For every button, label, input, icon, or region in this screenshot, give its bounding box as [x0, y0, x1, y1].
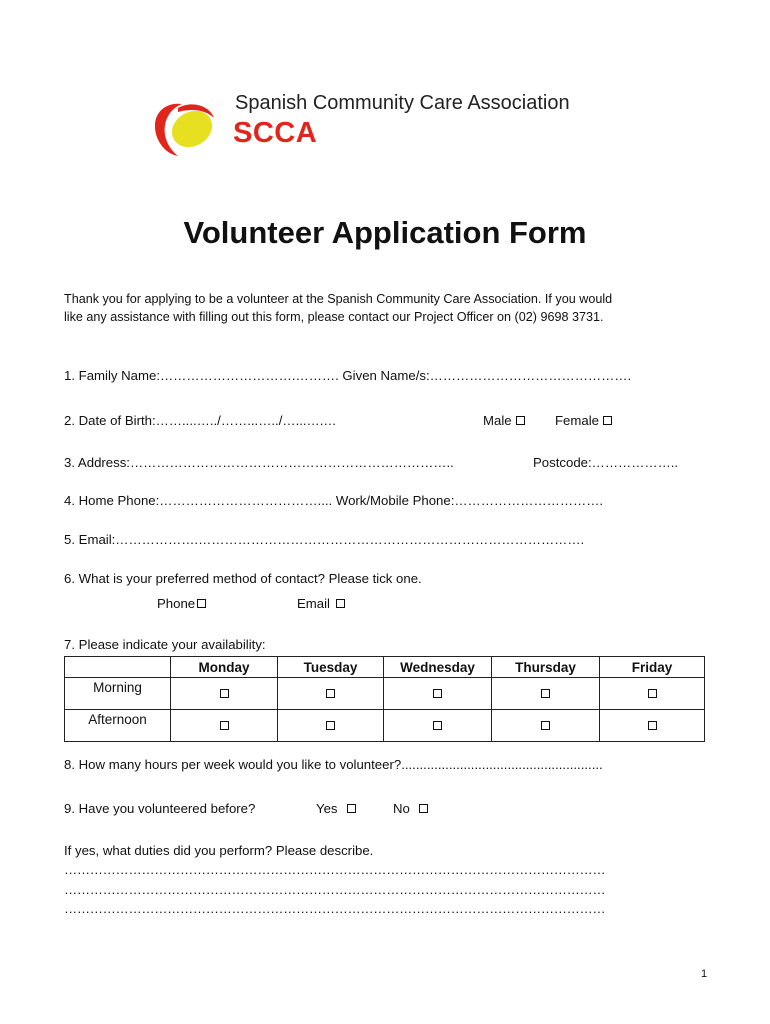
- volunteered-no-option[interactable]: [393, 801, 428, 816]
- table-corner: [65, 657, 171, 678]
- intro-line-2: like any assistance with filling out this form, please contact our Project Officer on (02) 9698 3731.: [64, 310, 604, 324]
- family-name-field[interactable]: 1. Family Name:………………………….………. Given Name/s:……………………………………….: [64, 368, 632, 383]
- page-number: 1: [701, 968, 708, 980]
- male-checkbox[interactable]: [516, 416, 525, 425]
- contact-email-checkbox[interactable]: [336, 599, 345, 608]
- afternoon-monday-checkbox[interactable]: [220, 721, 229, 730]
- volunteered-before-question: 9. Have you volunteered before?: [64, 801, 256, 816]
- day-header-thursday: Thursday: [492, 657, 600, 678]
- afternoon-friday-checkbox[interactable]: [648, 721, 657, 730]
- volunteered-yes-option[interactable]: [316, 801, 356, 816]
- volunteered-yes-checkbox[interactable]: [347, 804, 356, 813]
- organization-name: Spanish Community Care Association: [235, 92, 570, 114]
- date-of-birth-field[interactable]: 2. Date of Birth:……....…../……...…../…...….…: [64, 413, 337, 428]
- intro-line-1: Thank you for applying to be a volunteer at the Spanish Community Care Association. If you would: [64, 292, 613, 306]
- male-label: Male: [483, 413, 512, 428]
- duties-line-2[interactable]: ………………………………………………………………………………………………………………: [64, 882, 606, 897]
- scca-logo-icon: [152, 98, 218, 160]
- day-header-wednesday: Wednesday: [384, 657, 492, 678]
- contact-phone-checkbox[interactable]: [197, 599, 206, 608]
- afternoon-tuesday-checkbox[interactable]: [326, 721, 335, 730]
- female-checkbox[interactable]: [603, 416, 612, 425]
- postcode-field[interactable]: Postcode:………………..: [533, 455, 679, 470]
- row-label-afternoon: Afternoon: [65, 710, 171, 742]
- availability-table: [64, 656, 705, 742]
- day-header-monday: Monday: [171, 657, 278, 678]
- email-field[interactable]: 5. Email:……………….…………………………………………………………………………….: [64, 532, 585, 547]
- morning-tuesday-checkbox[interactable]: [326, 689, 335, 698]
- page-title: Volunteer Application Form: [183, 215, 587, 250]
- female-label: Female: [555, 413, 599, 428]
- duties-line-1[interactable]: ………………………………………………………………………………………………………………: [64, 862, 606, 877]
- day-header-friday: Friday: [600, 657, 705, 678]
- volunteered-no-label: No: [393, 801, 410, 816]
- contact-email-option[interactable]: [297, 596, 345, 611]
- male-option[interactable]: [483, 413, 525, 428]
- contact-method-question: 6. What is your preferred method of contact? Please tick one.: [64, 571, 422, 586]
- phone-numbers-field[interactable]: 4. Home Phone:……………………………….... Work/Mobile Phone:…………………………….: [64, 493, 604, 508]
- female-option[interactable]: [555, 413, 612, 428]
- volunteered-yes-label: Yes: [316, 801, 338, 816]
- afternoon-wednesday-checkbox[interactable]: [433, 721, 442, 730]
- address-field[interactable]: 3. Address:………………………………………………………………..: [64, 455, 454, 470]
- duties-question: If yes, what duties did you perform? Please describe.: [64, 843, 374, 858]
- row-label-morning: Morning: [65, 678, 171, 710]
- organization-acronym: SCCA: [233, 117, 318, 149]
- afternoon-thursday-checkbox[interactable]: [541, 721, 550, 730]
- duties-line-3[interactable]: ………………………………………………………………………………………………………………: [64, 901, 606, 916]
- contact-phone-option[interactable]: [157, 596, 206, 611]
- morning-monday-checkbox[interactable]: [220, 689, 229, 698]
- day-header-tuesday: Tuesday: [278, 657, 384, 678]
- morning-friday-checkbox[interactable]: [648, 689, 657, 698]
- volunteered-no-checkbox[interactable]: [419, 804, 428, 813]
- availability-question: 7. Please indicate your availability:: [64, 637, 266, 652]
- contact-phone-label: Phone: [157, 596, 196, 611]
- hours-per-week-field[interactable]: 8. How many hours per week would you like to volunteer?.......................................................: [64, 757, 603, 772]
- morning-wednesday-checkbox[interactable]: [433, 689, 442, 698]
- contact-email-label: Email: [297, 596, 330, 611]
- morning-thursday-checkbox[interactable]: [541, 689, 550, 698]
